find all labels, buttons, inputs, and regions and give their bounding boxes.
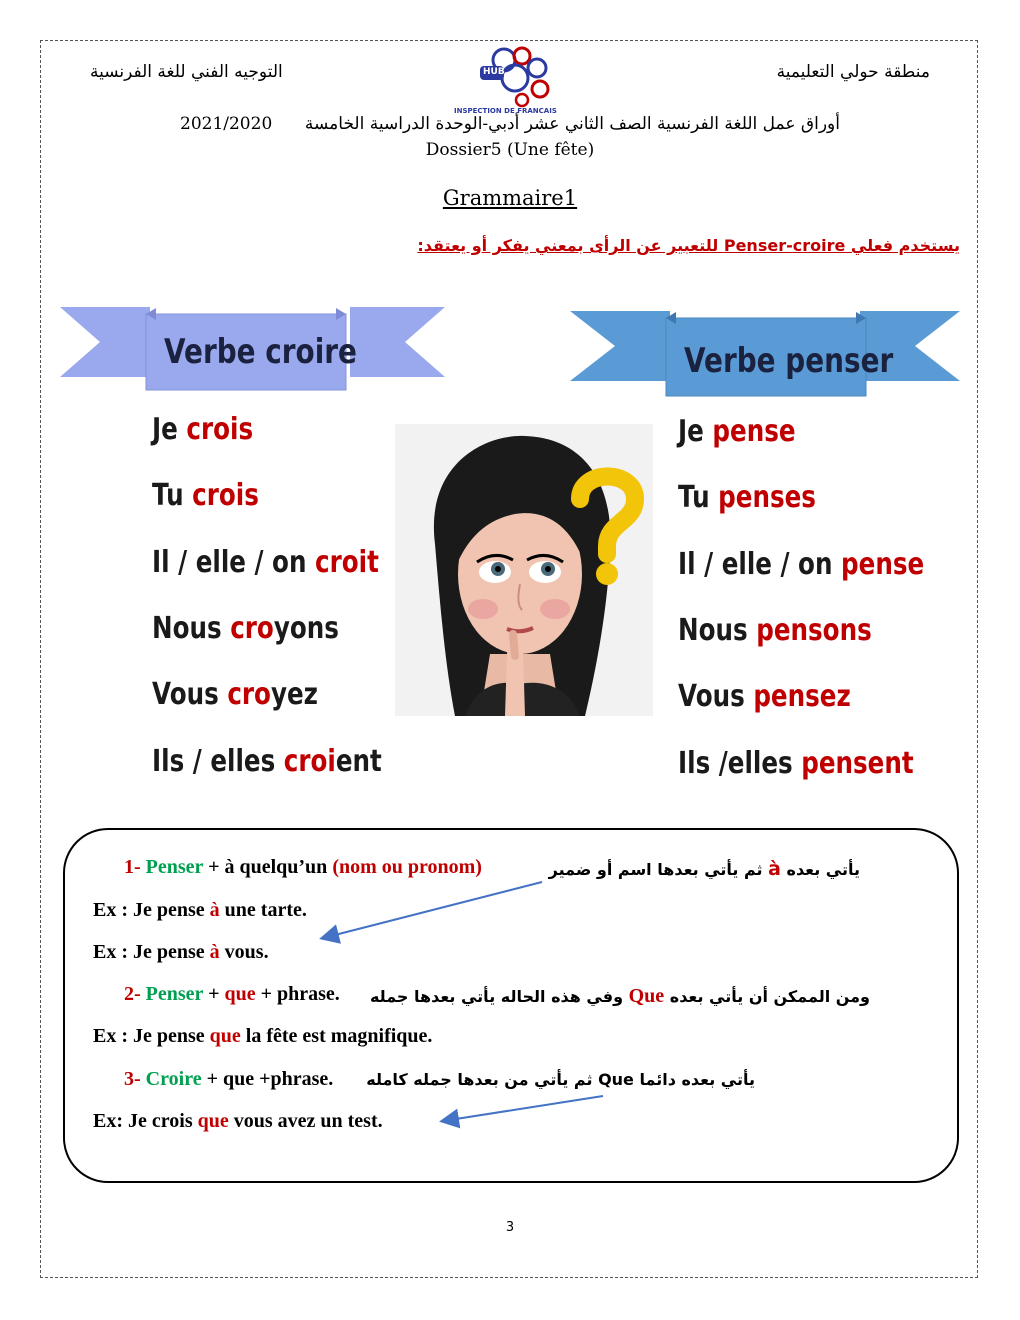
- banner-croire-label: Verbe croire: [164, 332, 357, 372]
- example-2: Ex : Je pense à vous.: [93, 941, 269, 963]
- banner-penser-label: Verbe penser: [684, 341, 894, 381]
- croire-row: Ils / elles croient: [152, 744, 382, 779]
- instruction-verbs: Penser-croire: [723, 236, 846, 255]
- rule-1-arabic: يأتي بعده à ثم يأتي بعدها اسم أو ضمير: [548, 858, 860, 880]
- rule-2-arabic: ومن الممكن أن يأتي بعده Que وفي هذه الحاله يأتي بعدها جمله: [369, 985, 870, 1007]
- rule-3-arabic: يأتي بعده دائما Que ثم يأتي من بعدها جمله كامله: [366, 1070, 755, 1089]
- rule-2: 2- Penser + que + phrase.: [124, 983, 340, 1005]
- school-year: 2021/2020: [180, 114, 273, 134]
- arrow-rule-1: [323, 882, 542, 938]
- example-3: Ex : Je pense que la fête est magnifique.: [93, 1025, 433, 1047]
- arrow-rule-3: [443, 1096, 603, 1121]
- page-number: 3: [505, 1220, 515, 1235]
- croire-row: Tu crois: [152, 478, 259, 513]
- instruction-before: يستخدم فعلي: [845, 236, 960, 255]
- rule-2-verb: Penser: [145, 983, 204, 1005]
- example-1: Ex : Je pense à une tarte.: [93, 899, 307, 921]
- croire-row: Il / elle / on croit: [152, 545, 379, 580]
- example-4: Ex: Je crois que vous avez un test.: [93, 1110, 383, 1132]
- croire-row: Je crois: [152, 412, 254, 447]
- rule-1-construction: + à quelqu’un: [203, 856, 333, 878]
- worksheet-title-text: أوراق عمل اللغة الفرنسية الصف الثاني عشر أدبي-الوحدة الدراسية الخامسة: [304, 114, 840, 134]
- logo-text: HUB: [483, 67, 505, 77]
- penser-row: Tu penses: [678, 480, 816, 515]
- penser-row: Je pense: [678, 414, 796, 449]
- section-title: Grammaire1: [442, 186, 578, 210]
- croire-row: Nous croyons: [152, 611, 339, 646]
- penser-row: Ils /elles pensent: [678, 746, 914, 781]
- dossier-title: Dossier5 (Une fête): [425, 140, 595, 160]
- instruction-after: للتعبير عن الرأى بمعني يفكر أو يعتقد:: [417, 236, 724, 255]
- rule-2-number: 2-: [124, 983, 141, 1005]
- rule-3-verb: Croire: [145, 1068, 202, 1090]
- penser-row: Il / elle / on pense: [678, 547, 925, 582]
- rule-3-number: 3-: [124, 1068, 141, 1090]
- rule-1-number: 1-: [124, 856, 141, 878]
- header-region: منطقة حولي التعليمية: [776, 62, 930, 82]
- logo-caption: INSPECTION DE FRANCAIS: [454, 107, 557, 115]
- rule-1-paren: (nom ou pronom): [332, 856, 482, 878]
- croire-row: Vous croyez: [152, 677, 318, 712]
- rule-3: 3- Croire + que +phrase.: [124, 1068, 334, 1090]
- rule-1-verb: Penser: [145, 856, 204, 878]
- header-guidance: التوجيه الفني للغة الفرنسية: [90, 62, 283, 82]
- penser-row: Nous pensons: [678, 613, 872, 648]
- penser-row: Vous pensez: [678, 679, 851, 714]
